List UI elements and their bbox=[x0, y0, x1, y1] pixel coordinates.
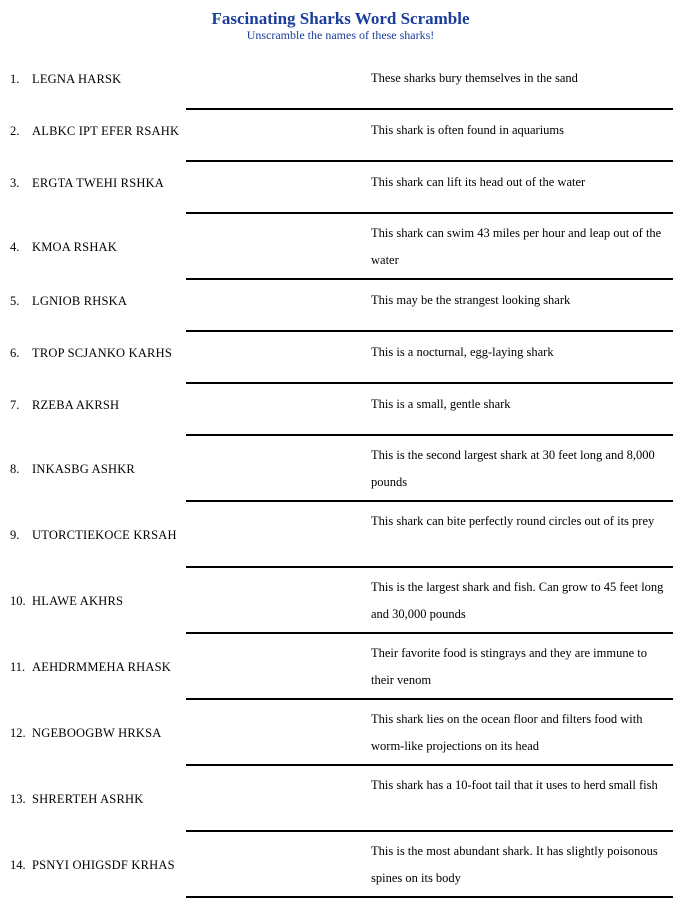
scrambled-word: AEHDRMMEHA RHASK bbox=[32, 660, 171, 674]
item-number: 4. bbox=[10, 240, 20, 254]
item-number: 1. bbox=[10, 72, 20, 86]
scramble-row bbox=[0, 214, 681, 280]
scrambled-word: KMOA RSHAK bbox=[32, 240, 118, 254]
scrambled-word: UTORCTIEKOCE KRSAH bbox=[32, 528, 177, 542]
item-number: 7. bbox=[10, 398, 20, 412]
scramble-row bbox=[0, 280, 681, 332]
item-number: 5. bbox=[10, 294, 20, 308]
item-number: 8. bbox=[10, 462, 20, 476]
clue-text: This shark is often found in aquariums bbox=[371, 123, 565, 137]
page-subtitle: Unscramble the names of these sharks! bbox=[246, 28, 435, 42]
item-number: 13. bbox=[10, 792, 26, 806]
clue-text: Their favorite food is stingrays and they are immune to their venom bbox=[371, 646, 647, 687]
scramble-row bbox=[0, 700, 681, 766]
clue-text: This is the second largest shark at 30 feet long and 8,000 pounds bbox=[371, 448, 655, 489]
clue-text: This is the largest shark and fish. Can grow to 45 feet long and 30,000 pounds bbox=[371, 580, 664, 621]
item-number: 14. bbox=[10, 858, 26, 872]
page-title: Fascinating Sharks Word Scramble bbox=[211, 9, 470, 28]
item-number: 6. bbox=[10, 346, 20, 360]
scramble-list bbox=[0, 58, 681, 898]
scramble-row bbox=[0, 384, 681, 436]
scrambled-word: ALBKC IPT EFER RSAHK bbox=[32, 124, 180, 138]
scrambled-word: PSNYI OHIGSDF KRHAS bbox=[32, 858, 175, 872]
clue-text: This may be the strangest looking shark bbox=[371, 293, 571, 307]
clue-text: These sharks bury themselves in the sand bbox=[371, 71, 578, 85]
item-number: 3. bbox=[10, 176, 20, 190]
scrambled-word: LGNIOB RHSKA bbox=[32, 294, 128, 308]
clue-text: This shark has a 10-foot tail that it uses to herd small fish bbox=[371, 778, 658, 792]
worksheet-header bbox=[0, 8, 681, 42]
clue-text: This shark can swim 43 miles per hour and leap out of the water bbox=[371, 226, 662, 267]
scramble-row bbox=[0, 634, 681, 700]
clue-text: This is a small, gentle shark bbox=[371, 397, 511, 411]
item-number: 2. bbox=[10, 124, 20, 138]
scrambled-word: LEGNA HARSK bbox=[32, 72, 122, 86]
item-number: 11. bbox=[10, 660, 26, 674]
scramble-row bbox=[0, 502, 681, 568]
scrambled-word: TROP SCJANKO KARHS bbox=[32, 346, 172, 360]
item-number: 10. bbox=[10, 594, 26, 608]
clue-text: This shark can bite perfectly round circles out of its prey bbox=[371, 514, 655, 528]
scrambled-word: ERGTA TWEHI RSHKA bbox=[32, 176, 165, 190]
scramble-row bbox=[0, 568, 681, 634]
clue-text: This is the most abundant shark. It has slightly poisonous spines on its body bbox=[371, 844, 658, 885]
scramble-row bbox=[0, 832, 681, 898]
scramble-row bbox=[0, 58, 681, 110]
item-number: 9. bbox=[10, 528, 20, 542]
scrambled-word: SHRERTEH ASRHK bbox=[32, 792, 144, 806]
scramble-row bbox=[0, 110, 681, 162]
scramble-row bbox=[0, 332, 681, 384]
scramble-row bbox=[0, 436, 681, 502]
scrambled-word: INKASBG ASHKR bbox=[32, 462, 135, 476]
clue-text: This shark lies on the ocean floor and filters food with worm-like projections on its head bbox=[371, 712, 643, 753]
scrambled-word: RZEBA AKRSH bbox=[32, 398, 120, 412]
scrambled-word: HLAWE AKHRS bbox=[32, 594, 124, 608]
scramble-row bbox=[0, 766, 681, 832]
item-number: 12. bbox=[10, 726, 26, 740]
clue-text: This shark can lift its head out of the water bbox=[371, 175, 586, 189]
clue-text: This is a nocturnal, egg-laying shark bbox=[371, 345, 554, 359]
scramble-row bbox=[0, 162, 681, 214]
scrambled-word: NGEBOOGBW HRKSA bbox=[32, 726, 162, 740]
